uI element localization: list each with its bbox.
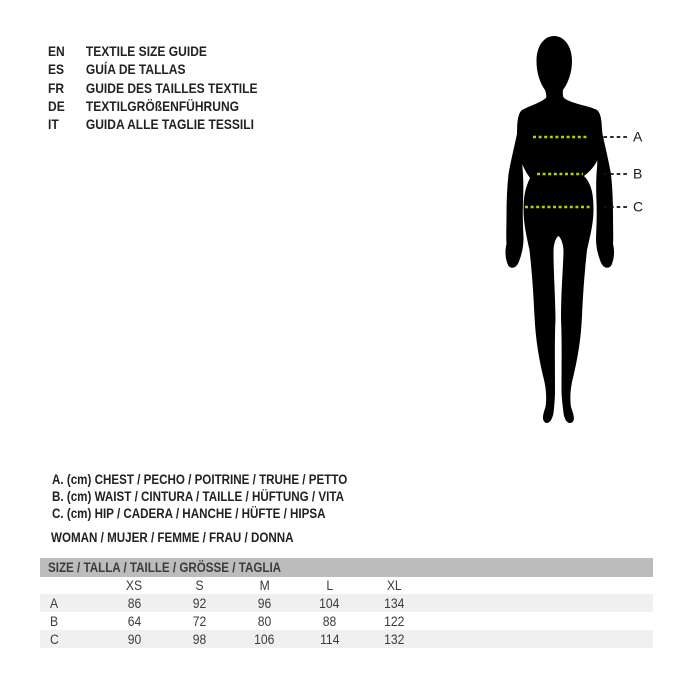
guide-title: GUIDA ALLE TAGLIE TESSILI [85,116,254,133]
legend-waist: B. (cm) WAIST / CINTURA / TAILLE / HÜFTUNG / VITA [52,489,344,505]
column-header-m: M [259,578,270,593]
size-table-title: SIZE / TALLA / TAILLE / GRÖSSE / TAGLIA [48,560,282,575]
language-row-en [48,42,258,60]
value-cell: 134 [384,595,405,611]
marker-label-a: A [633,128,643,145]
value-cell: 114 [319,631,340,647]
column-header-xs: XS [126,578,143,593]
value-cell: 104 [319,595,340,611]
value-cell: 64 [127,613,142,629]
language-code: FR [48,79,65,96]
column-header-l: L [326,578,333,593]
language-code: ES [48,61,65,78]
language-list [48,42,258,133]
size-table-header-row [40,577,653,594]
column-header-s: S [195,578,204,593]
value-cell: 90 [127,631,142,647]
value-cell: 88 [322,613,337,629]
value-cell: 122 [384,613,405,629]
guide-title: TEXTILE SIZE GUIDE [85,43,207,59]
language-row-fr [48,79,258,97]
row-label: A [50,595,59,611]
guide-title: GUIDE DES TAILLES TEXTILE [85,79,258,96]
size-table [40,558,653,648]
language-code: IT [48,116,59,133]
language-row-de [48,97,258,115]
column-header-xl: XL [387,578,402,593]
marker-label-c: C [633,198,644,215]
female-silhouette-figure [480,20,700,460]
measurement-legend [52,471,395,523]
value-cell: 106 [254,631,275,647]
table-row-chest [40,594,653,612]
legend-hip: C. (cm) HIP / CADERA / HANCHE / HÜFTE / HIPSA [52,506,326,522]
guide-title: GUÍA DE TALLAS [85,61,186,78]
gender-label: WOMAN / MUJER / FEMME / FRAU / DONNA [51,530,294,545]
value-cell: 72 [192,613,207,629]
row-label: B [50,613,59,629]
language-code: DE [48,97,65,114]
woman-silhouette [517,36,602,423]
value-cell: 86 [127,595,142,611]
value-cell: 98 [192,631,207,647]
silhouette-svg [480,20,700,460]
language-row-it [48,115,258,133]
guide-title: TEXTILGRÖßENFÜHRUNG [85,97,240,114]
language-code: EN [48,43,65,59]
language-row-es [48,60,258,78]
legend-chest: A. (cm) CHEST / PECHO / POITRINE / TRUHE / PETTO [52,472,348,487]
row-label: C [50,631,59,647]
size-table-title-bar [40,558,653,577]
value-cell: 96 [257,595,272,611]
value-cell: 132 [384,631,405,647]
table-row-hip [40,630,653,648]
value-cell: 80 [257,613,272,629]
value-cell: 92 [192,595,207,611]
table-row-waist [40,612,653,630]
marker-label-b: B [633,165,643,182]
